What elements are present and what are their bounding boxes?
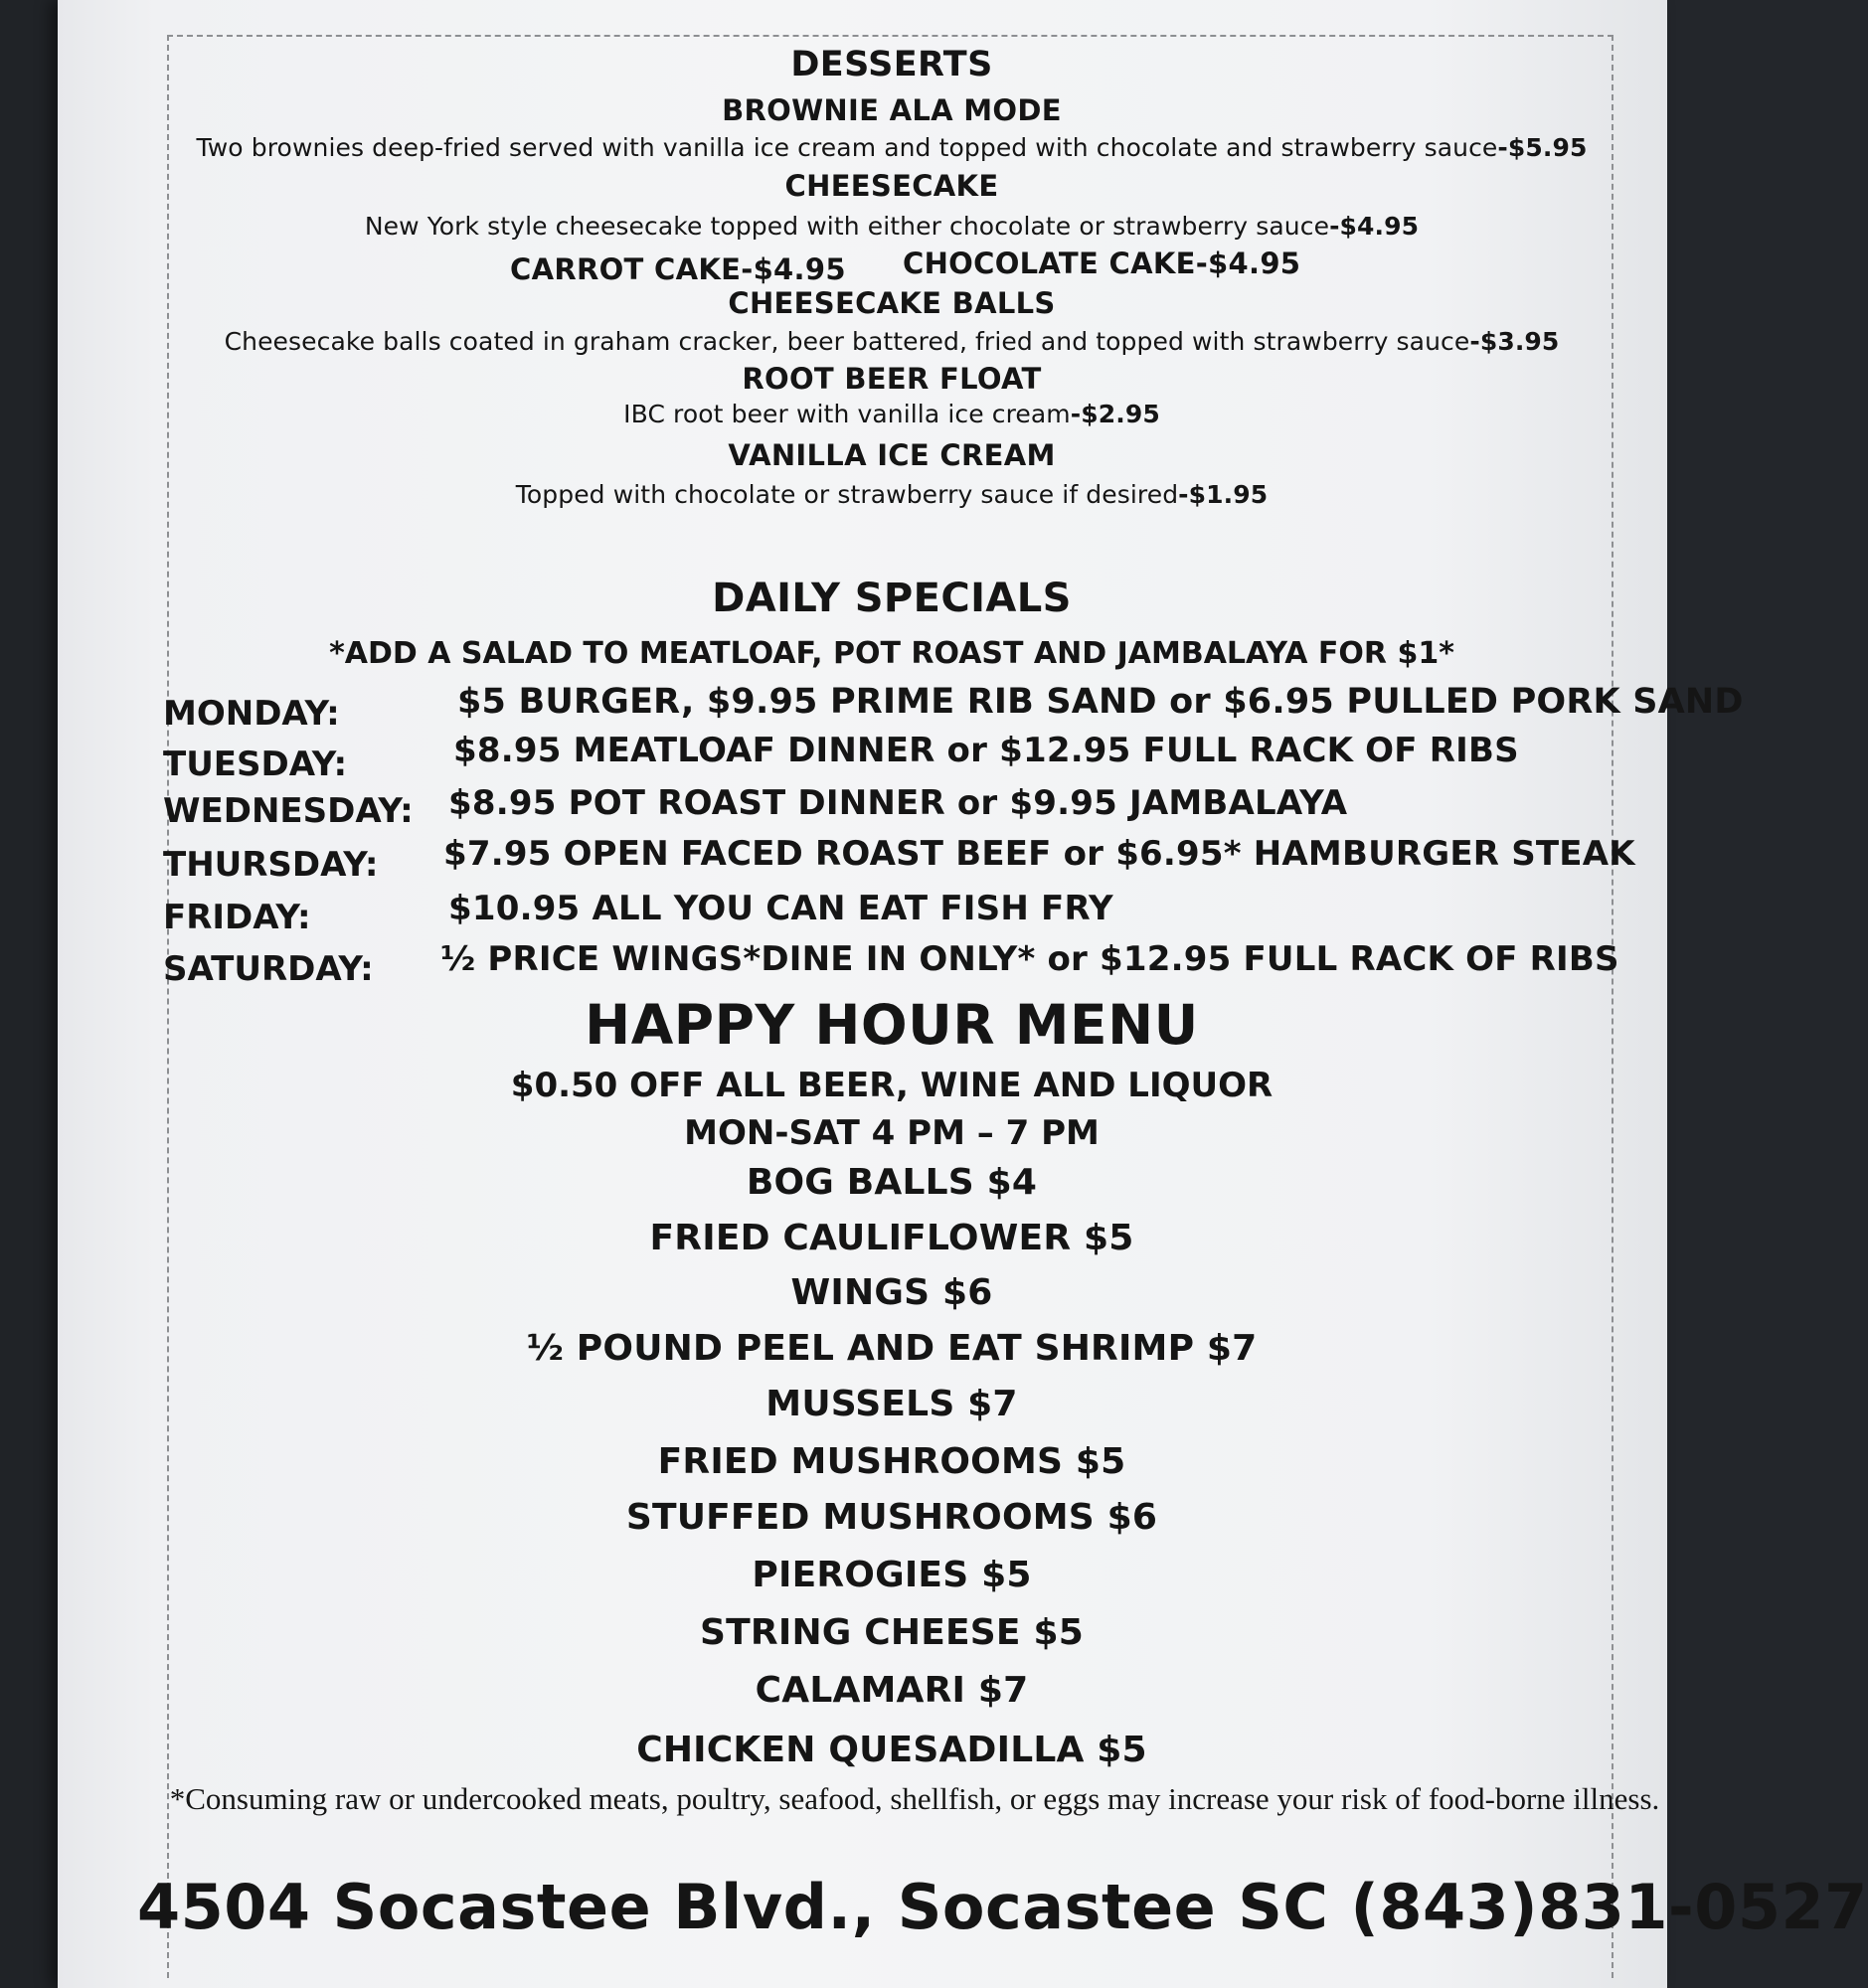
happy-hour-item-bog-balls: BOG BALLS $4 (746, 1162, 1038, 1203)
cheesecake-description-text: New York style cheesecake topped with either chocolate or strawberry sauce (364, 212, 1330, 241)
monday-label: MONDAY: (163, 694, 340, 734)
root-beer-float-description-text: IBC root beer with vanilla ice cream (623, 400, 1071, 428)
cheesecake-title: CHEESECAKE (784, 169, 999, 203)
cheesecake-balls-description-text: Cheesecake balls coated in graham cracker, beer battered, fried and topped with strawberry sauce (224, 327, 1470, 356)
root-beer-float-title: ROOT BEER FLOAT (742, 362, 1042, 396)
food-safety-disclaimer: *Consuming raw or undercooked meats, poultry, seafood, shellfish, or eggs may increase your risk of food-borne illness. (169, 1781, 1660, 1816)
happy-hour-item-stuffed-mushrooms: STUFFED MUSHROOMS $6 (625, 1497, 1158, 1538)
friday-special: $10.95 ALL YOU CAN EAT FISH FRY (448, 889, 1113, 928)
happy-hour-item-fried-mushrooms: FRIED MUSHROOMS $5 (657, 1441, 1126, 1482)
happy-hour-title: HAPPY HOUR MENU (585, 993, 1199, 1057)
happy-hour-item-calamari: CALAMARI $7 (755, 1670, 1029, 1711)
happy-hour-item-chicken-quesadilla: CHICKEN QUESADILLA $5 (636, 1730, 1147, 1770)
vanilla-ice-cream-description-text: Topped with chocolate or strawberry sauce if desired (515, 480, 1179, 509)
chocolate-cake-item: CHOCOLATE CAKE-$4.95 (903, 247, 1301, 280)
desserts-title: DESSERTS (790, 45, 993, 84)
saturday-label: SATURDAY: (163, 949, 374, 989)
brownie-ala-mode-description (137, 133, 1646, 162)
thursday-label: THURSDAY: (163, 845, 379, 885)
brownie-ala-mode-title: BROWNIE ALA MODE (722, 93, 1062, 127)
happy-hour-item-string-cheese: STRING CHEESE $5 (700, 1612, 1084, 1653)
tuesday-label: TUESDAY: (163, 745, 348, 784)
cheesecake-balls-price: -$3.95 (1469, 327, 1560, 356)
cheesecake-description (137, 212, 1646, 241)
happy-hour-time: MON-SAT 4 PM – 7 PM (684, 1113, 1100, 1153)
cheesecake-balls-description (137, 327, 1646, 356)
happy-hour-item-pierogies: PIEROGIES $5 (752, 1555, 1032, 1595)
vanilla-ice-cream-price: -$1.95 (1178, 480, 1269, 509)
vanilla-ice-cream-title: VANILLA ICE CREAM (728, 438, 1056, 472)
brownie-ala-mode-price: -$5.95 (1497, 133, 1588, 162)
daily-specials-title: DAILY SPECIALS (712, 576, 1072, 621)
restaurant-address-phone: 4504 Socastee Blvd., Socastee SC (843)831-0527 (137, 1871, 1868, 1943)
happy-hour-item-wings: WINGS $6 (790, 1272, 993, 1313)
root-beer-float-price: -$2.95 (1070, 400, 1160, 428)
happy-hour-drink-discount: $0.50 OFF ALL BEER, WINE AND LIQUOR (510, 1066, 1274, 1105)
friday-label: FRIDAY: (163, 898, 311, 937)
vanilla-ice-cream-description (137, 480, 1646, 509)
tuesday-special: $8.95 MEATLOAF DINNER or $12.95 FULL RACK OF RIBS (453, 731, 1519, 770)
saturday-special: ½ PRICE WINGS*DINE IN ONLY* or $12.95 FULL RACK OF RIBS (440, 939, 1619, 979)
wednesday-label: WEDNESDAY: (163, 791, 414, 831)
cheesecake-balls-title: CHEESECAKE BALLS (728, 286, 1056, 320)
happy-hour-item-mussels: MUSSELS $7 (765, 1384, 1018, 1424)
thursday-special: $7.95 OPEN FACED ROAST BEEF or $6.95* HAMBURGER STEAK (443, 834, 1635, 874)
wednesday-special: $8.95 POT ROAST DINNER or $9.95 JAMBALAYA (448, 783, 1348, 823)
root-beer-float-description (137, 400, 1646, 428)
carrot-cake-item: CARROT CAKE-$4.95 (510, 252, 846, 286)
brownie-ala-mode-description-text: Two brownies deep-fried served with vanilla ice cream and topped with chocolate and strawberry sauce (196, 133, 1498, 162)
cheesecake-price: -$4.95 (1329, 212, 1420, 241)
happy-hour-item-fried-cauliflower: FRIED CAULIFLOWER $5 (649, 1218, 1134, 1258)
daily-specials-salad-note: *ADD A SALAD TO MEATLOAF, POT ROAST AND JAMBALAYA FOR $1* (329, 636, 1454, 671)
happy-hour-item-peel-and-eat-shrimp: ½ POUND PEEL AND EAT SHRIMP $7 (526, 1328, 1258, 1369)
monday-special: $5 BURGER, $9.95 PRIME RIB SAND or $6.95 PULLED PORK SAND (457, 682, 1744, 722)
menu-page (58, 0, 1868, 1988)
